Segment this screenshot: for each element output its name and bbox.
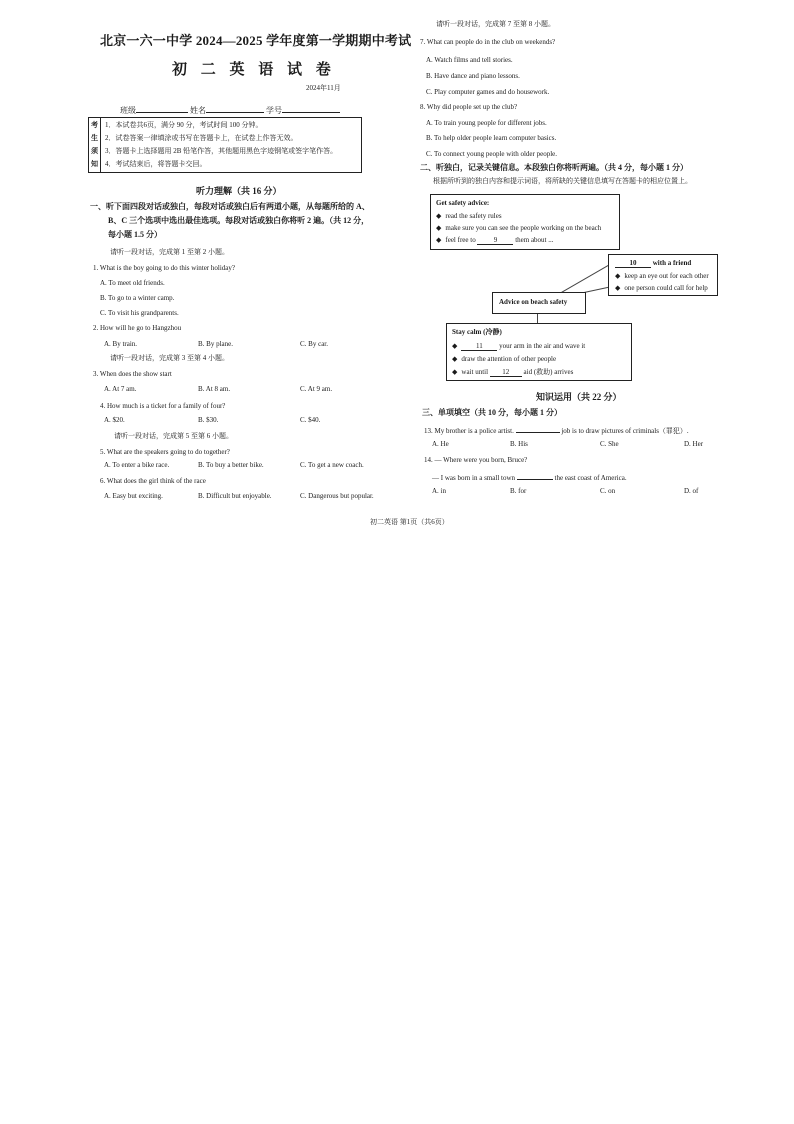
school-title: 北京一六一中学 2024—2025 学年度第一学期期中考试 [100, 33, 412, 48]
q4-option-a: A. $20. [104, 416, 125, 424]
q14-line2: — I was born in a small town the east coast of America. [432, 471, 627, 483]
q6-option-c: C. Dangerous but popular. [300, 492, 374, 500]
q3-option-c: C. At 9 am. [300, 385, 333, 393]
q8-option-b: B. To help older people learn computer basics. [426, 134, 557, 142]
q4-option-b: B. $30. [198, 416, 219, 424]
q3-stem: 3. When does the show start [93, 370, 172, 378]
box3-item: ◆ draw the attention of other people [452, 355, 557, 363]
q1-option-a: A. To meet old friends. [100, 279, 165, 287]
center-node-label: Advice on beach safety [499, 298, 568, 306]
diamond-bullet-icon: ◆ [436, 236, 442, 244]
blank-10[interactable]: 10 [615, 259, 651, 268]
q5-option-a: A. To enter a bike race. [104, 461, 170, 469]
diamond-bullet-icon: ◆ [436, 224, 442, 232]
student-info-row [120, 104, 340, 116]
name-blank [206, 104, 264, 113]
diamond-bullet-icon: ◆ [615, 272, 621, 280]
q14-blank[interactable] [517, 471, 553, 480]
diamond-bullet-icon: ◆ [452, 342, 458, 350]
q13-option-b: B. His [510, 440, 528, 448]
blank-11[interactable]: 11 [461, 342, 497, 351]
q14-option-b: B. for [510, 487, 527, 495]
box1-item: ◆ make sure you can see the people working on the beach [436, 224, 602, 232]
q5-stem: 5. What are the speakers going to do together? [100, 448, 230, 456]
q3-option-b: B. At 8 am. [198, 385, 231, 393]
part2-title: 二、听独白，记录关键信息。本段独白你将听两遍。（共 4 分，每小题 1 分） [420, 163, 688, 172]
q1-option-b: B. To go to a winter camp. [100, 294, 175, 302]
q2-option-a: A. By train. [104, 340, 138, 348]
box1-item: ◆ read the safety rules [436, 212, 502, 220]
instruction-q7-q8: 请听一段对话，完成第 7 至第 8 小题。 [436, 20, 555, 28]
q7-option-a: A. Watch films and tell stories. [426, 56, 513, 64]
q4-option-c: C. $40. [300, 416, 321, 424]
part3-title: 三、单项填空（共 10 分，每小题 1 分） [422, 408, 562, 417]
blank-12[interactable]: 12 [490, 368, 522, 377]
q7-stem: 7. What can people do in the club on weekends? [420, 38, 556, 46]
notice-char: 生 [91, 134, 98, 142]
exam-date: 2024年11月 [306, 84, 341, 92]
listening-heading: 听力理解（共 16 分） [196, 186, 282, 196]
q7-option-b: B. Have dance and piano lessons. [426, 72, 520, 80]
diamond-bullet-icon: ◆ [436, 212, 442, 220]
q4-stem: 4. How much is a ticket for a family of four? [100, 402, 226, 410]
q14-option-c: C. on [600, 487, 616, 495]
q8-option-c: C. To connect young people with older people. [426, 150, 557, 158]
notice-char: 考 [91, 121, 98, 129]
q14-option-d: D. of [684, 487, 699, 495]
get-safety-advice-box [430, 194, 620, 250]
q2-stem: 2. How will he go to Hangzhou [93, 324, 182, 332]
box1-item: ◆ feel free to 9 them about ... [436, 236, 554, 244]
notice-char: 知 [91, 160, 98, 168]
q2-option-b: B. By plane. [198, 340, 233, 348]
diamond-bullet-icon: ◆ [452, 355, 458, 363]
box2-item: ◆ keep an eye out for each other [615, 272, 709, 280]
box3-item: ◆ 11 your arm in the air and wave it [452, 342, 586, 350]
box3-title: Stay calm (冷静) [452, 328, 502, 336]
q13-blank[interactable] [516, 424, 560, 433]
q1-stem: 1. What is the boy going to do this winter holiday? [93, 264, 235, 272]
q13-option-d: D. Her [684, 440, 704, 448]
notice-side-label [89, 118, 101, 172]
part1-title-line3: 每小题 1.5 分） [108, 230, 162, 239]
q7-option-c: C. Play computer games and do housework. [426, 88, 550, 96]
q6-option-b: B. Difficult but enjoyable. [198, 492, 272, 500]
knowledge-heading: 知识运用（共 22 分） [536, 392, 622, 402]
q5-option-c: C. To get a new coach. [300, 461, 364, 469]
q13-option-c: C. She [600, 440, 619, 448]
notice-item: 1．本试卷共6页，满分 90 分，考试时间 100 分钟。 [105, 121, 263, 129]
notice-item: 4．考试结束后，将答题卡交回。 [105, 160, 207, 168]
stay-calm-box [446, 323, 632, 381]
q14-stem: 14. — Where were you born, Bruce? [424, 456, 528, 464]
notice-item: 2．试卷答案一律填涂或书写在答题卡上，在试卷上作答无效。 [105, 134, 298, 142]
q2-option-c: C. By car. [300, 340, 328, 348]
id-blank [282, 104, 340, 113]
q5-option-b: B. To buy a better bike. [198, 461, 264, 469]
q13-option-a: A. He [432, 440, 449, 448]
center-node-box [492, 292, 586, 314]
name-label: 姓名 [190, 106, 206, 115]
notice-item: 3．答题卡上选择题用 2B 铅笔作答，其他题用黑色字迹钢笔或签字笔作答。 [105, 147, 338, 155]
q6-option-a: A. Easy but exciting. [104, 492, 163, 500]
with-friend-box [608, 254, 718, 296]
part2-instruction: 根据所听到的独白内容和提示词语，将所缺的关键信息填写在答题卡的相应位置上。 [433, 177, 692, 185]
q6-stem: 6. What does the girl think of the race [100, 477, 206, 485]
q14-option-a: A. in [432, 487, 446, 495]
class-blank [136, 104, 188, 113]
q8-stem: 8. Why did people set up the club? [420, 103, 518, 111]
class-label: 班级 [120, 106, 136, 115]
blank-9[interactable]: 9 [477, 236, 513, 245]
part1-title-line1: 一、听下面四段对话或独白，每段对话或独白后有两道小题，从每题所给的 A、 [90, 202, 370, 211]
notice-char: 须 [91, 147, 98, 155]
box2-title: 10 with a friend [615, 259, 691, 268]
instruction-q3-q4: 请听一段对话，完成第 3 至第 4 小题。 [110, 354, 229, 362]
exam-title: 初 二 英 语 试 卷 [172, 62, 336, 78]
q1-option-c: C. To visit his grandparents. [100, 309, 179, 317]
part1-title-line2: B、C 三个选项中选出最佳选项。每段对话或独白你将听 2 遍。（共 12 分， [108, 216, 370, 225]
box2-item: ◆ one person could call for help [615, 284, 708, 292]
q13-stem: 13. My brother is a police artist. job is to draw pictures of criminals（罪犯）. [424, 424, 689, 436]
diamond-bullet-icon: ◆ [615, 284, 621, 292]
q8-option-a: A. To train young people for different jobs. [426, 119, 547, 127]
box1-title: Get safety advice: [436, 199, 490, 207]
instruction-q1-q2: 请听一段对话，完成第 1 至第 2 小题。 [110, 248, 229, 256]
page-footer: 初二英语 第1页（共6页） [370, 518, 449, 526]
candidate-notice-box [88, 117, 362, 173]
id-label: 学号 [266, 106, 282, 115]
q3-option-a: A. At 7 am. [104, 385, 137, 393]
box3-item: ◆ wait until 12 aid (救助) arrives [452, 368, 574, 376]
diamond-bullet-icon: ◆ [452, 368, 458, 376]
instruction-q5-q6: 请听一段对话，完成第 5 至第 6 小题。 [114, 432, 233, 440]
